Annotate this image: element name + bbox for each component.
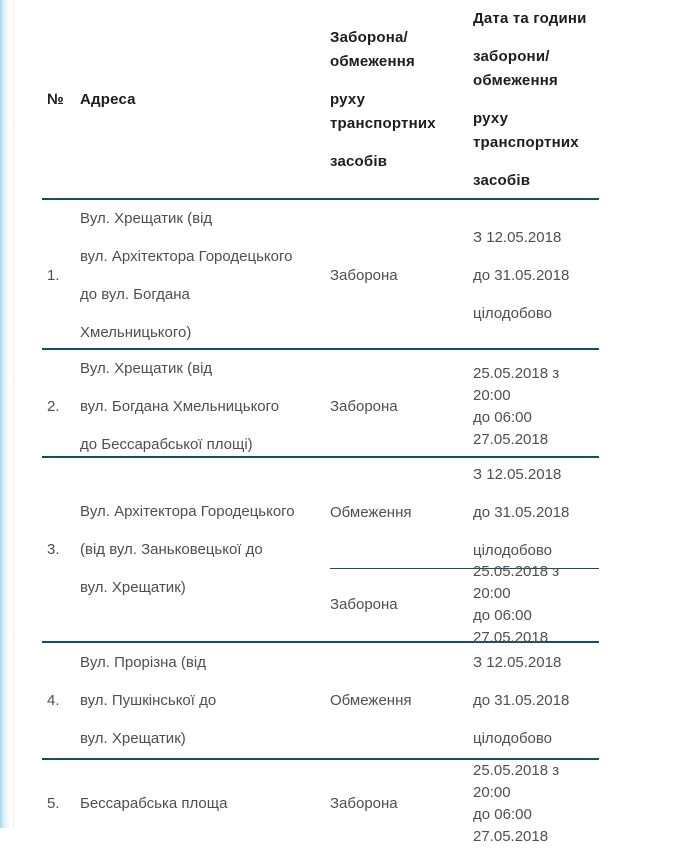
date-line: до 31.05.2018 — [473, 691, 570, 709]
header-restriction-line: Заборона/обмеження — [330, 29, 415, 70]
date-line: до 06:00 — [473, 607, 532, 624]
restriction-label: Заборона — [330, 795, 398, 812]
date-line: З 12.05.2018 — [473, 229, 562, 246]
date-cell — [473, 563, 599, 646]
date-line: до 06:00 — [473, 806, 532, 823]
address-line: Вул. Прорізна (від — [80, 653, 206, 671]
address-line: Вул. Архітектора Городецького — [80, 502, 295, 520]
restriction-cell — [330, 643, 473, 758]
date-cell — [473, 458, 599, 569]
date-line: 27.05.2018 — [473, 431, 549, 448]
address-line: Бессарабська площа — [80, 795, 228, 812]
address-line: Хмельницького) — [80, 324, 192, 341]
table-row — [42, 200, 599, 350]
header-address-label: Адреса — [80, 91, 136, 108]
table-row — [42, 643, 599, 760]
page-left-accent-line — [13, 0, 14, 828]
date-line: до 06:00 — [473, 409, 532, 426]
date-line: 25.05.2018 з 20:00 — [473, 762, 560, 801]
row-number: 4. — [47, 691, 60, 709]
date-cell — [473, 350, 599, 464]
restriction-cell — [330, 569, 473, 641]
address-line: вул. Хрещатик) — [80, 729, 186, 747]
header-restriction-line: засобів — [330, 153, 388, 170]
address-line: Вул. Хрещатик (від — [80, 360, 213, 377]
address-cell — [80, 643, 330, 758]
date-line: 25.05.2018 з 20:00 — [473, 365, 560, 404]
row-number-cell — [42, 458, 80, 641]
restriction-cell — [330, 760, 473, 848]
header-restriction-cell — [330, 0, 473, 200]
header-address-cell — [80, 0, 330, 200]
header-date-line: засобів — [473, 172, 531, 189]
date-line: З 12.05.2018 — [473, 653, 562, 671]
row-number-cell — [42, 643, 80, 758]
restriction-cell — [330, 458, 473, 569]
header-date-cell — [473, 0, 599, 200]
restriction-label: Заборона — [330, 398, 398, 415]
date-line: до 31.05.2018 — [473, 267, 570, 284]
header-date-line: руху транспортних — [473, 110, 579, 151]
table-row — [42, 760, 599, 845]
header-number-cell — [42, 0, 80, 200]
date-cell — [473, 643, 599, 758]
address-line: (від вул. Заньковецької до — [80, 540, 263, 558]
date-line: до 31.05.2018 — [473, 504, 570, 521]
address-line: вул. Хрещатик) — [80, 578, 186, 596]
address-cell — [80, 760, 330, 848]
header-date-line: Дата та години — [473, 10, 587, 27]
date-cell — [473, 200, 599, 352]
table-row — [42, 458, 599, 646]
header-restriction-line: руху транспортних — [330, 91, 436, 132]
date-line: 25.05.2018 з 20:00 — [473, 563, 560, 602]
row-number: 3. — [47, 540, 60, 558]
address-line: до вул. Богдана — [80, 286, 190, 303]
date-line: 27.05.2018 — [473, 629, 549, 646]
header-number-label: № — [47, 91, 64, 108]
address-line: до Бессарабської площі) — [80, 436, 253, 453]
date-line: 27.05.2018 — [473, 828, 549, 845]
restriction-label: Обмеження — [330, 691, 412, 709]
row-number: 5. — [47, 795, 60, 812]
restriction-label: Заборона — [330, 267, 398, 284]
row-number-cell — [42, 760, 80, 848]
page-left-edge-strip — [0, 0, 10, 828]
row-number: 2. — [47, 398, 60, 415]
date-cell — [473, 760, 599, 848]
traffic-restrictions-table — [42, 0, 599, 845]
restriction-label: Заборона — [330, 596, 398, 613]
address-cell — [80, 350, 330, 464]
address-line: вул. Архітектора Городецького — [80, 248, 293, 265]
table-header-row — [42, 0, 599, 200]
address-line: Вул. Хрещатик (від — [80, 210, 213, 227]
header-date-line: заборони/обмеження — [473, 48, 558, 89]
date-line: цілодобово — [473, 305, 553, 322]
address-line: вул. Пушкінської до — [80, 691, 217, 709]
row-number-cell — [42, 350, 80, 464]
date-line: З 12.05.2018 — [473, 466, 562, 483]
restriction-cell — [330, 200, 473, 352]
address-cell — [80, 458, 330, 641]
address-cell — [80, 200, 330, 352]
row-number: 1. — [47, 267, 60, 284]
restriction-label: Обмеження — [330, 504, 412, 521]
date-line: цілодобово — [473, 729, 553, 747]
date-line: цілодобово — [473, 542, 553, 559]
table-row — [42, 350, 599, 458]
restriction-cell — [330, 350, 473, 464]
row-number-cell — [42, 200, 80, 352]
address-line: вул. Богдана Хмельницького — [80, 398, 280, 415]
